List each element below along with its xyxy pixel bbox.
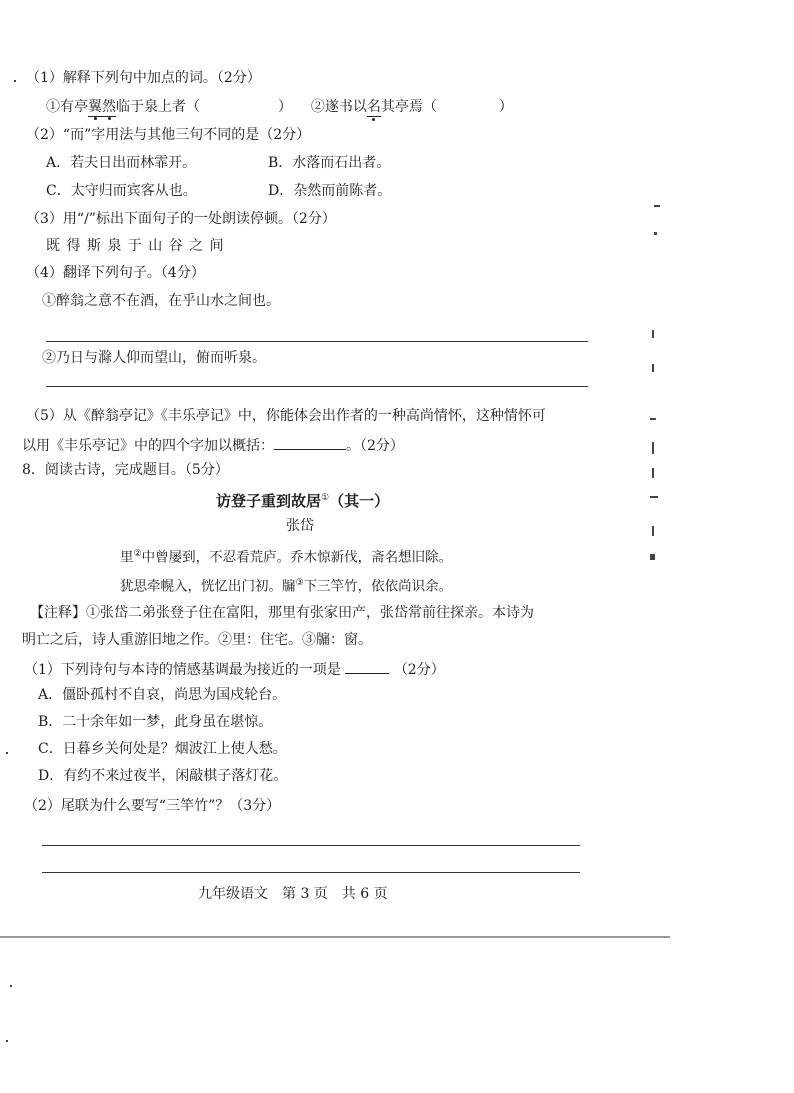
- q7-sub3-sentence: 既 得 斯 泉 于 山 谷 之 间: [46, 238, 225, 254]
- scan-speck: [652, 526, 654, 536]
- answer-line[interactable]: [42, 872, 580, 873]
- poem-author: 张岱: [286, 518, 314, 534]
- q8-sub1-option-c: C．日暮乡关何处是？烟波江上使人愁。: [38, 741, 287, 757]
- q7-sub2-option-d: D．杂然而前陈者。: [268, 183, 392, 199]
- answer-blank[interactable]: [345, 658, 389, 674]
- scan-speck: [14, 80, 16, 82]
- scan-speck: [650, 554, 655, 560]
- poem-notes-line-1: 【注释】①张岱二弟张登子住在富阳，那里有张家田产，张岱常前往探亲。本诗为: [30, 605, 534, 621]
- scan-speck: [6, 1040, 8, 1042]
- q8-sub1-option-d: D．有约不来过夜半，闲敲棋子落灯花。: [38, 768, 288, 784]
- q7-sub2-option-b: B．水落而石出者。: [268, 155, 391, 171]
- scan-speck: [652, 364, 654, 372]
- item2-suffix: 其亭焉（: [380, 99, 437, 115]
- item2-prefix: ②遂书以: [310, 99, 367, 115]
- q8-sub1-prompt: （1）下列诗句与本诗的情感基调最为接近的一项是 （2分）: [24, 658, 445, 680]
- q8-sub2-prompt: （2）尾联为什么要写“三竿竹”？（3分）: [24, 798, 281, 814]
- q7-sub1-items: [46, 97, 513, 117]
- q8-sub1-option-b: B．二十余年如一梦，此身虽在堪惊。: [38, 714, 273, 730]
- answer-blank[interactable]: [274, 434, 346, 450]
- q7-sub4-sentence2: ②乃日与滁人仰而望山，俯而听泉。: [42, 350, 266, 366]
- q7-sub3-prompt: （3）用“/”标出下面句子的一处朗读停顿。（2分）: [26, 211, 336, 227]
- item1-close: ）: [278, 99, 292, 115]
- item2-close: ）: [498, 99, 513, 115]
- dotted-word-ming: 名: [366, 99, 381, 115]
- scan-speck: [650, 418, 656, 420]
- q7-sub4-prompt: （4）翻译下列句子。（4分）: [26, 265, 205, 281]
- scan-speck: [652, 442, 654, 454]
- q7-sub5-line1: （5）从《醉翁亭记》《丰乐亭记》中，你能体会出作者的一种高尚情怀，这种情怀可: [26, 408, 546, 424]
- answer-line[interactable]: [42, 845, 580, 846]
- notes-label: 【注释】: [30, 605, 86, 621]
- scan-speck: [654, 232, 657, 235]
- poem-notes-line-2: 明亡之后，诗人重游旧地之作。②里：住宅。③牖：窗。: [22, 632, 372, 648]
- q8-sub1-option-a: A．僵卧孤村不自哀，尚思为国戍轮台。: [38, 687, 287, 703]
- scan-speck: [10, 985, 12, 987]
- answer-line[interactable]: [46, 386, 588, 387]
- dotted-word-yi: 翼然: [88, 99, 116, 115]
- scan-speck: [652, 468, 654, 478]
- q7-sub2-option-a: A．若夫日出而林霏开。: [46, 155, 197, 171]
- scan-speck: [6, 752, 8, 754]
- q7-sub2-option-c: C．太守归而宾客从也。: [46, 183, 197, 199]
- scan-speck: [654, 205, 660, 207]
- poem-title: 访登子重到故居①（其一）: [216, 492, 390, 510]
- item1-prefix: ①有亭: [46, 99, 88, 115]
- scan-edge-line: [0, 936, 670, 938]
- scan-speck: [652, 330, 654, 338]
- poem-line-2: 犹思牵幌入，恍忆出门初。牖③下三竿竹，依依尚识余。: [120, 578, 453, 595]
- q8-header: 8．阅读古诗，完成题目。（5分）: [22, 462, 229, 478]
- q7-sub4-sentence1: ①醉翁之意不在酒，在乎山水之间也。: [42, 293, 280, 309]
- item1-suffix: 临于泉上者（: [116, 99, 200, 115]
- q7-sub5-line2: 以用《丰乐亭记》中的四个字加以概括： 。（2分）: [22, 434, 404, 456]
- q7-sub1-prompt: （1）解释下列句中加点的词。（2分）: [26, 70, 261, 86]
- scan-speck: [650, 496, 658, 498]
- poem-line-1: 里②中曾屡到，不忍看荒庐。乔木惊新伐，斋名想旧除。: [120, 549, 453, 566]
- answer-line[interactable]: [46, 341, 588, 342]
- q7-sub2-prompt: （2）“而”字用法与其他三句不同的是（2分）: [26, 127, 311, 143]
- page-footer: 九年级语文 第 3 页 共 6 页: [198, 886, 388, 902]
